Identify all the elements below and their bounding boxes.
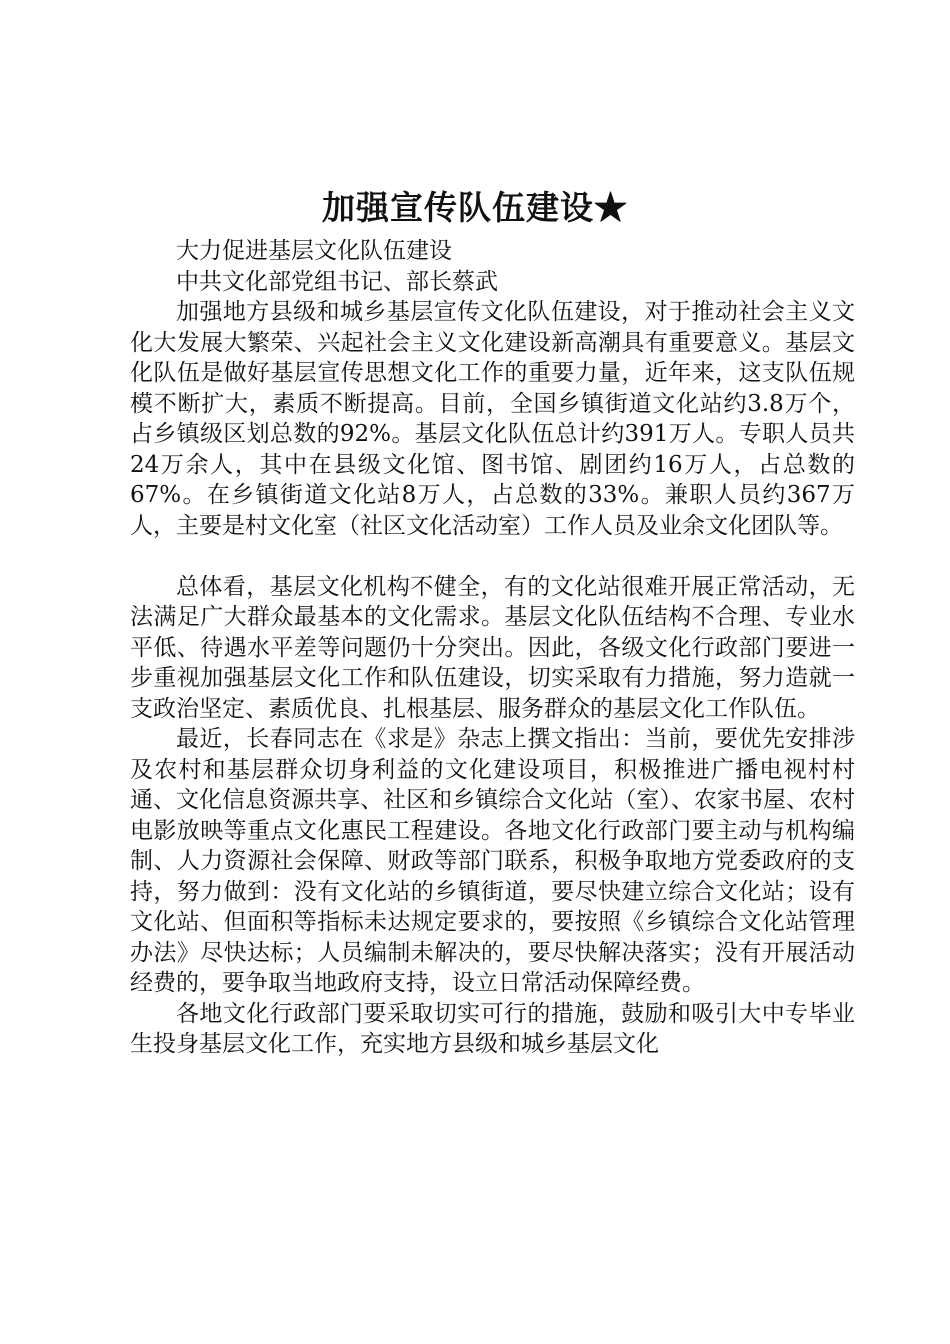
- document-title: 加强宣传队伍建设★: [322, 188, 628, 227]
- paragraph-spacer: [130, 541, 855, 572]
- paragraph: 最近，长春同志在《求是》杂志上撰文指出：当前，要优先安排涉及农村和基层群众切身利益的文化建设项目，积极推进广播电视村村通、文化信息资源共享、社区和乡镇综合文化站（室）、农家书屋、农村电影放映等重点文化惠民工程建设。各地文化行政部门要主动与机构编制、人力资源社会保障、财政等部门联系，积极争取地方党委政府的支持，努力做到：没有文化站的乡镇街道，要尽快建立综合文化站；设有文化站、但面积等指标未达规定要求的，要按照《乡镇综合文化站管理办法》尽快达标；人员编制未解决的，要尽快解决落实；没有开展活动经费的，要争取当地政府支持，设立日常活动保障经费。: [130, 726, 855, 996]
- document-subtitle: 大力促进基层文化队伍建设: [176, 238, 452, 264]
- document-author: 中共文化部党组书记、部长蔡武: [176, 268, 498, 295]
- paragraph: 加强地方县级和城乡基层宣传文化队伍建设，对于推动社会主义文化大发展大繁荣、兴起社会主义文化建设新高潮具有重要意义。基层文化队伍是做好基层宣传思想文化工作的重要力量，近年来，这支队伍规模不断扩大，素质不断提高。目前，全国乡镇街道文化站约3.8万个，占乡镇级区划总数的92%。基层文化队伍总计约391万人。专职人员共24万余人，其中在县级文化馆、图书馆、剧团约16万人，占总数的67%。在乡镇街道文化站8万人，占总数的33%。兼职人员约367万人，主要是村文化室（社区文化活动室）工作人员及业余文化团队等。: [130, 299, 855, 539]
- paragraph: 各地文化行政部门要采取切实可行的措施，鼓励和吸引大中专毕业生投身基层文化工作，充实地方县级和城乡基层文化: [130, 1000, 855, 1057]
- paragraph: 总体看，基层文化机构不健全，有的文化站很难开展正常活动，无法满足广大群众最基本的文化需求。基层文化队伍结构不合理、专业水平低、待遇水平差等问题仍十分突出。因此，各级文化行政部门要进一步重视加强基层文化工作和队伍建设，切实采取有力措施，努力造就一支政治坚定、素质优良、扎根基层、服务群众的基层文化工作队伍。: [130, 573, 855, 722]
- document-body: [130, 236, 855, 1060]
